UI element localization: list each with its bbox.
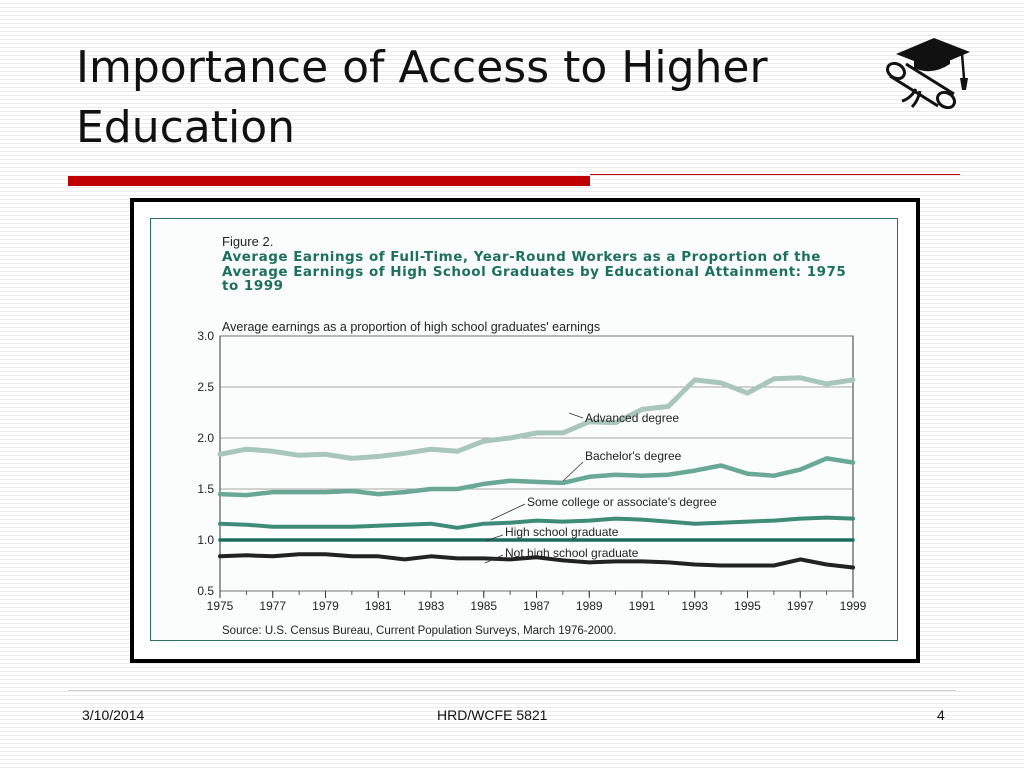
x-tick-label: 1987 (523, 599, 550, 613)
x-tick-label: 1981 (364, 599, 392, 613)
earnings-line-chart (151, 219, 897, 640)
figure-label: Figure 2. (222, 234, 274, 249)
series-leader-line (569, 413, 583, 418)
footer-course: HRD/WCFE 5821 (437, 707, 548, 723)
title-accent-bar (68, 176, 590, 186)
x-tick-label: 1991 (628, 599, 656, 613)
series-label: Bachelor's degree (585, 449, 682, 463)
x-tick-label: 1975 (206, 599, 234, 613)
series-label: High school graduate (505, 525, 619, 539)
x-tick-label: 1977 (259, 599, 287, 613)
figure-subtitle: Average earnings as a proportion of high school graduates' earnings (222, 320, 601, 334)
x-tick-label: 1997 (786, 599, 814, 613)
y-tick-label: 2.5 (197, 380, 214, 394)
y-tick-label: 3.0 (197, 329, 214, 343)
series-line (220, 458, 853, 495)
figure-frame (130, 198, 920, 663)
x-tick-label: 1985 (470, 599, 498, 613)
y-tick-label: 1.5 (197, 482, 214, 496)
figure-source: Source: U.S. Census Bureau, Current Population Surveys, March 1976-2000. (222, 625, 617, 637)
y-tick-label: 2.0 (197, 431, 214, 445)
series-label: Not high school graduate (505, 546, 639, 560)
series-line (220, 378, 853, 459)
x-tick-label: 1995 (734, 599, 761, 613)
series-label: Advanced degree (585, 411, 680, 425)
x-tick-label: 1993 (681, 599, 709, 613)
x-tick-label: 1999 (839, 599, 867, 613)
slide-title: Importance of Access to Higher Education (76, 42, 768, 153)
series-label: Some college or associate's degree (527, 495, 717, 509)
y-tick-label: 0.5 (197, 584, 214, 598)
series-layer (220, 378, 853, 568)
series-leader-line (491, 504, 525, 520)
graduation-cap-diploma-icon (876, 34, 972, 116)
axis-layer (197, 329, 866, 613)
x-tick-label: 1983 (417, 599, 445, 613)
figure-panel (150, 218, 898, 641)
title-divider-line (590, 174, 960, 175)
x-tick-label: 1979 (312, 599, 339, 613)
figure-title: Average Earnings of Full-Time, Year-Round Workers as a Proportion of the Average Earnings of High School Graduates by Educational Attainment: 1975 to 1999 (222, 249, 847, 294)
x-tick-label: 1989 (575, 599, 603, 613)
footer-date: 3/10/2014 (82, 707, 145, 723)
footer-page-number: 4 (937, 707, 945, 723)
footer-divider (68, 690, 956, 691)
y-tick-label: 1.0 (197, 533, 214, 547)
